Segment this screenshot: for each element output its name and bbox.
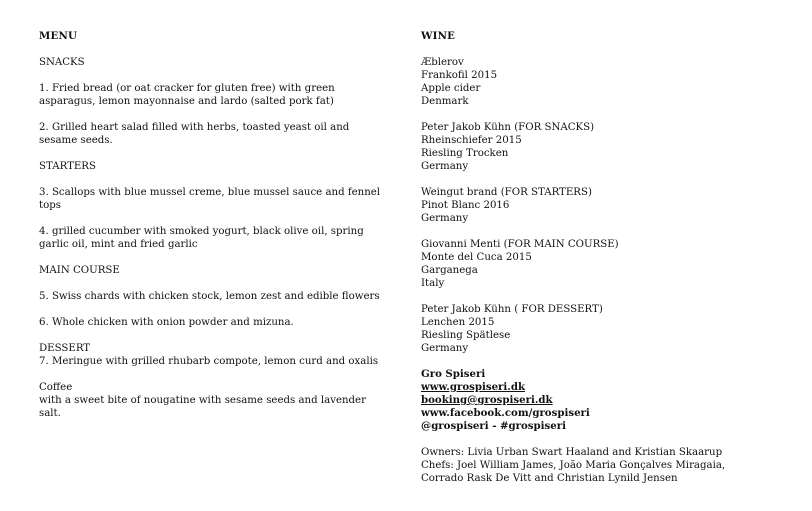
- wine-line: Weingut brand (FOR STARTERS): [421, 187, 592, 198]
- dessert-label: DESSERT: [39, 343, 91, 354]
- wine-line: Germany: [421, 213, 469, 224]
- menu-item-line: 1. Fried bread (or oat cracker for gluten free) with green: [39, 83, 335, 94]
- menu-item-line: tops: [39, 200, 61, 211]
- wine-entry-3: [421, 186, 781, 225]
- menu-item-6: 6. Whole chicken with onion powder and mizuna.: [39, 317, 294, 328]
- wine-line: Germany: [421, 343, 469, 354]
- coffee-line: Coffee: [39, 382, 73, 393]
- wine-line: Denmark: [421, 96, 469, 107]
- social-handle: @grospiseri - #grospiseri: [421, 420, 566, 432]
- menu-item-line: 2. Grilled heart salad filled with herbs, toasted yeast oil and: [39, 122, 350, 133]
- wine-entry-2: [421, 121, 781, 173]
- wine-line: Garganega: [421, 265, 478, 276]
- contact-block: [421, 368, 781, 433]
- coffee-line: salt.: [39, 408, 61, 419]
- dessert-block: [39, 342, 379, 368]
- menu-item-7: 7. Meringue with grilled rhubarb compote, lemon curd and oxalis: [39, 356, 379, 367]
- wine-line: Germany: [421, 161, 469, 172]
- menu-item-line: sesame seeds.: [39, 135, 113, 146]
- wine-entry-5: [421, 303, 781, 355]
- menu-column: [39, 30, 379, 433]
- wine-line: Monte del Cuca 2015: [421, 252, 532, 263]
- wine-heading: WINE: [421, 30, 456, 42]
- menu-item-2: [39, 121, 379, 147]
- wine-line: Æblerov: [421, 57, 464, 68]
- wine-line: Riesling Trocken: [421, 148, 509, 159]
- wine-entry-1: [421, 56, 781, 108]
- wine-line: Italy: [421, 278, 445, 289]
- wine-line: Giovanni Menti (FOR MAIN COURSE): [421, 239, 619, 250]
- wine-line: Peter Jakob Kühn ( FOR DESSERT): [421, 304, 603, 315]
- wine-line: Peter Jakob Kühn (FOR SNACKS): [421, 122, 595, 133]
- chefs-line: Corrado Rask De Vitt and Christian Lynild Jensen: [421, 473, 678, 484]
- wine-line: Pinot Blanc 2016: [421, 200, 510, 211]
- coffee-line: with a sweet bite of nougatine with sesame seeds and lavender: [39, 395, 366, 406]
- restaurant-name: Gro Spiseri: [421, 368, 486, 380]
- wine-line: Apple cider: [421, 83, 481, 94]
- facebook-link[interactable]: www.facebook.com/grospiseri: [421, 407, 590, 419]
- menu-item-1: [39, 82, 379, 108]
- wine-column: [421, 30, 781, 485]
- starters-label: STARTERS: [39, 161, 96, 172]
- wine-line: Frankofil 2015: [421, 70, 498, 81]
- main-course-label: MAIN COURSE: [39, 265, 120, 276]
- menu-item-line: asparagus, lemon mayonnaise and lardo (salted pork fat): [39, 96, 334, 107]
- booking-email-link[interactable]: booking@grospiseri.dk: [421, 394, 553, 406]
- wine-entry-4: [421, 238, 781, 290]
- credits-block: [421, 446, 781, 485]
- menu-item-line: 4. grilled cucumber with smoked yogurt, black olive oil, spring: [39, 226, 364, 237]
- menu-item-line: garlic oil, mint and fried garlic: [39, 239, 198, 250]
- owners-line: Owners: Livia Urban Swart Haaland and Kristian Skaarup: [421, 447, 723, 458]
- menu-item-5: 5. Swiss chards with chicken stock, lemon zest and edible flowers: [39, 291, 380, 302]
- wine-line: Lenchen 2015: [421, 317, 495, 328]
- menu-item-line: 3. Scallops with blue mussel creme, blue mussel sauce and fennel: [39, 187, 381, 198]
- coffee-block: [39, 381, 379, 420]
- wine-line: Rheinschiefer 2015: [421, 135, 522, 146]
- chefs-line: Chefs: Joel William James, João Maria Gonçalves Miragaia,: [421, 460, 726, 471]
- menu-item-3: [39, 186, 379, 212]
- snacks-label: SNACKS: [39, 57, 85, 68]
- website-link[interactable]: www.grospiseri.dk: [421, 381, 526, 393]
- wine-line: Riesling Spätlese: [421, 330, 511, 341]
- menu-heading: MENU: [39, 30, 78, 42]
- menu-item-4: [39, 225, 379, 251]
